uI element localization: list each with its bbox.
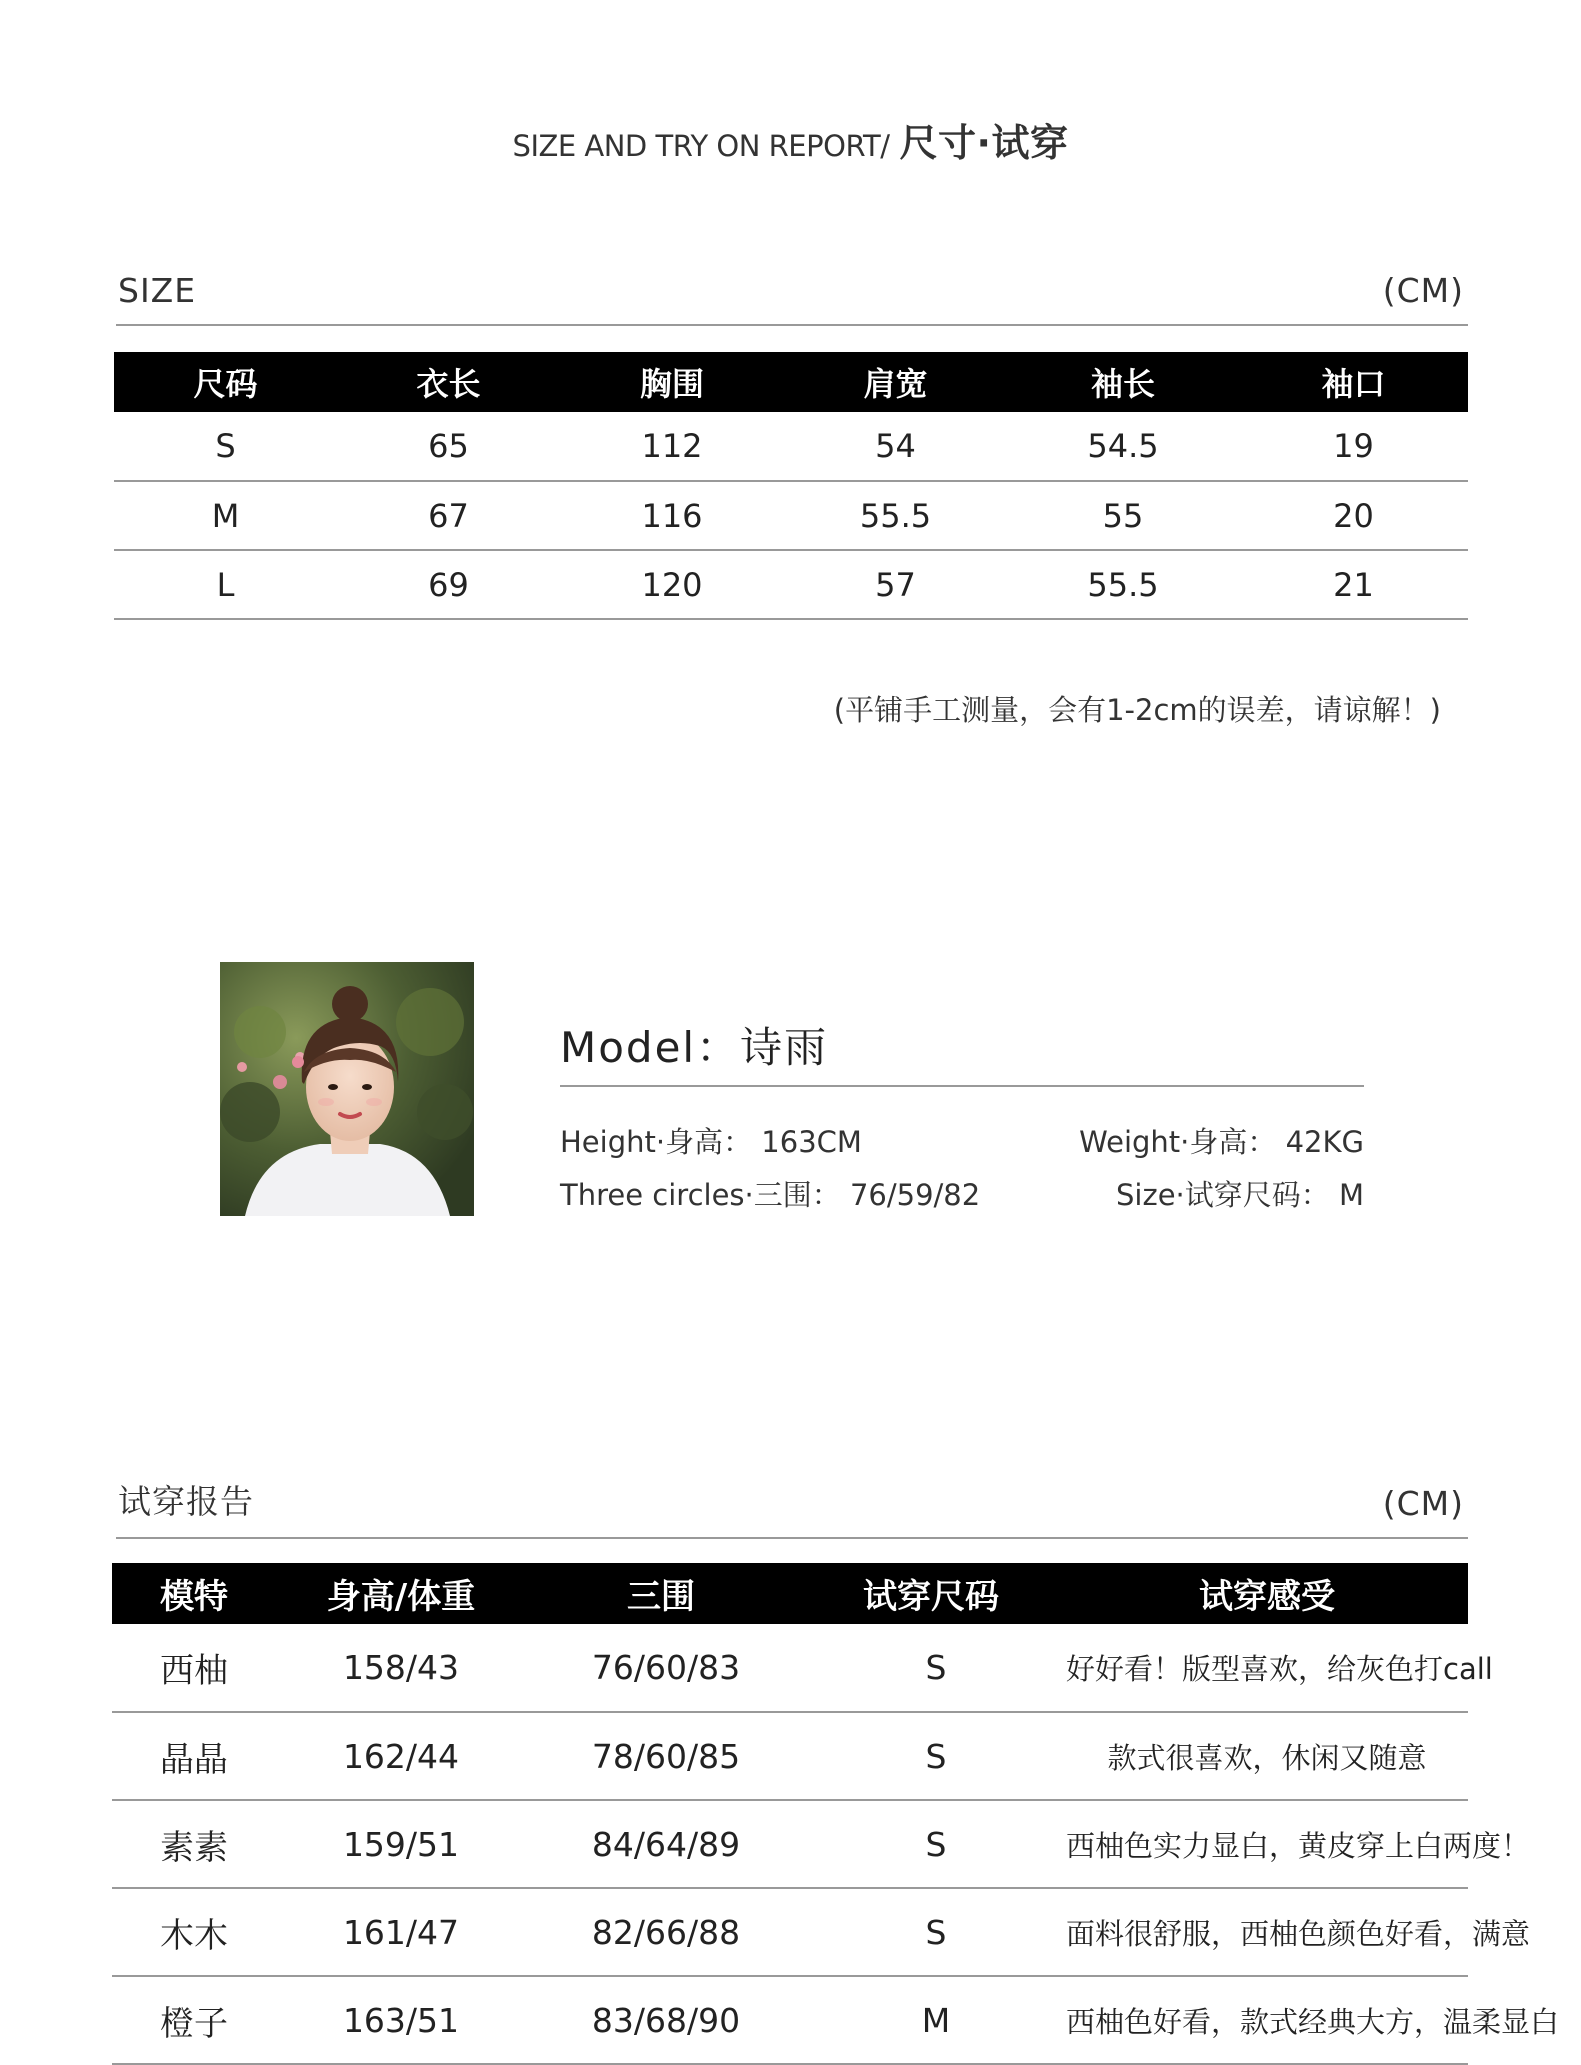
try-cell-height-weight: 161/47 (276, 1888, 526, 1976)
try-cell-height-weight: 159/51 (276, 1800, 526, 1888)
size-section-unit: (CM) (1382, 271, 1464, 310)
size-cell: 55.5 (1007, 550, 1239, 619)
size-cell: 54 (784, 412, 1007, 481)
model-divider (560, 1085, 1364, 1087)
try-col-header: 三围 (526, 1563, 796, 1624)
size-cell: 69 (337, 550, 560, 619)
size-cell: S (114, 412, 337, 481)
try-cell-feedback: 西柚色好看，款式经典大方，温柔显白 (1066, 1976, 1468, 2064)
try-col-header: 试穿感受 (1066, 1563, 1468, 1624)
size-cell: 67 (337, 481, 560, 550)
try-cell-size: S (796, 1624, 1066, 1712)
try-cell-three-circles: 84/64/89 (526, 1800, 796, 1888)
size-col-header: 袖长 (1007, 352, 1239, 412)
size-col-header: 肩宽 (784, 352, 1007, 412)
try-cell-model: 晶晶 (112, 1712, 276, 1800)
try-cell-three-circles: 78/60/85 (526, 1712, 796, 1800)
try-cell-size: M (796, 1976, 1066, 2064)
try-report-label: 试穿报告 (118, 1482, 254, 1521)
size-table-row (114, 481, 1468, 550)
try-cell-height-weight: 162/44 (276, 1712, 526, 1800)
model-height: Height·身高： 163CM (560, 1125, 862, 1159)
page-title-cn: 尺寸·试穿 (899, 121, 1069, 165)
size-col-header: 袖口 (1239, 352, 1468, 412)
try-col-header: 身高/体重 (276, 1563, 526, 1624)
try-cell-height-weight: 163/51 (276, 1976, 526, 2064)
size-cell: 19 (1239, 412, 1468, 481)
try-report-table (112, 1563, 1560, 2065)
try-cell-model: 橙子 (112, 1976, 276, 2064)
try-cell-three-circles: 76/60/83 (526, 1624, 796, 1712)
model-title: Model：诗雨 (560, 1023, 829, 1072)
try-col-header: 模特 (112, 1563, 276, 1624)
size-cell: 116 (560, 481, 784, 550)
size-col-header: 衣长 (337, 352, 560, 412)
size-cell: 120 (560, 550, 784, 619)
size-table (114, 352, 1468, 620)
size-table-header-row (114, 352, 1468, 412)
try-table-row (112, 1712, 1468, 1800)
size-section-label: SIZE (118, 271, 197, 310)
try-cell-size: S (796, 1888, 1066, 1976)
size-cell: 57 (784, 550, 1007, 619)
try-cell-model: 西柚 (112, 1624, 276, 1712)
page-title-en: SIZE AND TRY ON REPORT/ (512, 129, 890, 163)
try-cell-height-weight: 158/43 (276, 1624, 526, 1712)
size-cell: M (114, 481, 337, 550)
try-cell-three-circles: 83/68/90 (526, 1976, 796, 2064)
size-cell: L (114, 550, 337, 619)
try-cell-feedback: 好好看！版型喜欢，给灰色打call (1066, 1624, 1468, 1712)
try-table-row (112, 1624, 1468, 1712)
try-table-row (112, 1976, 1468, 2064)
model-weight: Weight·身高： 42KG (1079, 1125, 1364, 1159)
size-cell: 54.5 (1007, 412, 1239, 481)
size-col-header: 胸围 (560, 352, 784, 412)
try-cell-feedback: 西柚色实力显白，黄皮穿上白两度！ (1066, 1800, 1468, 1888)
try-table-row (112, 1888, 1468, 1976)
try-cell-feedback: 面料很舒服，西柚色颜色好看，满意 (1066, 1888, 1468, 1976)
model-avatar (220, 962, 474, 1216)
try-cell-size: S (796, 1800, 1066, 1888)
try-cell-model: 素素 (112, 1800, 276, 1888)
try-cell-three-circles: 82/66/88 (526, 1888, 796, 1976)
size-cell: 55 (1007, 481, 1239, 550)
size-cell: 21 (1239, 550, 1468, 619)
try-table-header-row (112, 1563, 1468, 1624)
size-col-header: 尺码 (114, 352, 337, 412)
page-title (0, 112, 1581, 167)
measurement-note: (平铺手工测量，会有1-2cm的误差，请谅解！) (833, 693, 1441, 727)
size-table-row (114, 550, 1468, 619)
try-table-row (112, 1800, 1468, 1888)
size-cell: 112 (560, 412, 784, 481)
try-cell-feedback: 款式很喜欢，休闲又随意 (1066, 1712, 1468, 1800)
size-cell: 65 (337, 412, 560, 481)
model-photo (220, 962, 474, 1216)
size-table-row (114, 412, 1468, 481)
model-three-circles: Three circles·三围： 76/59/82 (560, 1178, 981, 1212)
try-report-unit: (CM) (1382, 1484, 1464, 1523)
size-section-header (116, 271, 1468, 326)
try-cell-size: S (796, 1712, 1066, 1800)
size-cell: 20 (1239, 481, 1468, 550)
try-cell-model: 木木 (112, 1888, 276, 1976)
size-cell: 55.5 (784, 481, 1007, 550)
try-report-header (116, 1482, 1468, 1539)
try-col-header: 试穿尺码 (796, 1563, 1066, 1624)
model-size: Size·试穿尺码： M (1116, 1178, 1364, 1212)
